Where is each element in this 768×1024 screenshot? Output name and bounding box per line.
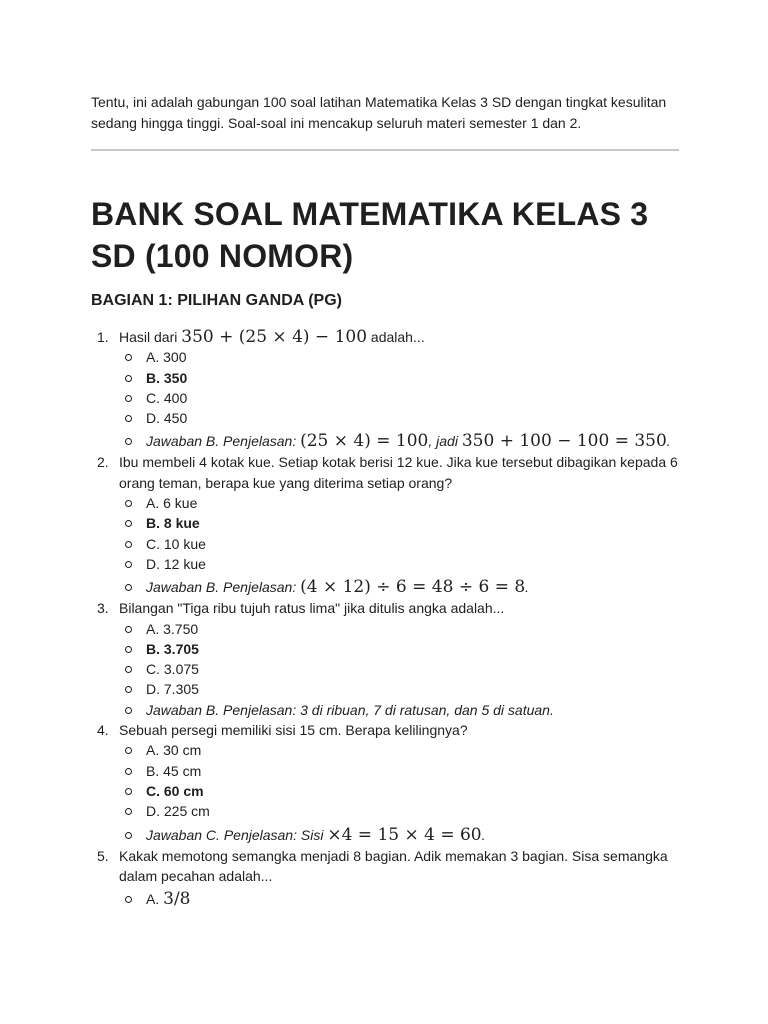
answer-explanation: Jawaban B. Penjelasan: (25 × 4) = 100, jadi 350 + 100 − 100 = 350. [119,428,679,452]
question-1 [91,327,679,452]
question-4 [91,720,679,845]
question-text: Kakak memotong semangka menjadi 8 bagian. Adik memakan 3 bagian. Sisa semangka dalam pecahan adalah... [119,847,668,884]
option-a: A. 300 [119,347,679,367]
option-list [119,886,679,910]
option-b-correct: B. 3.705 [119,639,679,659]
question-text: Bilangan "Tiga ribu tujuh ratus lima" jika ditulis angka adalah... [119,600,505,617]
option-c-correct: C. 60 cm [119,781,679,801]
option-b-correct: B. 8 kue [119,513,679,533]
option-a: A. 3.750 [119,619,679,639]
question-number: 1. [97,329,109,345]
option-list [119,619,679,720]
option-b-correct: B. 350 [119,368,679,388]
question-3 [91,598,679,720]
question-list [91,327,679,910]
question-text: Hasil dari 350 + (25 × 4) − 100 adalah... [119,327,425,347]
answer-explanation: Jawaban C. Penjelasan: Sisi ×4 = 15 × 4 = 60. [119,822,679,846]
question-number: 2. [97,454,109,471]
option-c: C. 400 [119,388,679,408]
section-heading: BAGIAN 1: PILIHAN GANDA (PG) [91,292,342,309]
math-expression: 350 + 100 − 100 = 350 [461,431,667,452]
question-number: 4. [97,722,109,739]
math-expression: 350 + (25 × 4) − 100 [181,327,368,347]
math-expression: 3/8 [163,889,191,910]
math-expression: (25 × 4) = 100 [300,431,429,452]
option-list [119,740,679,845]
option-a: A. 30 cm [119,740,679,760]
option-a: A. 6 kue [119,493,679,513]
option-c: C. 10 kue [119,534,679,554]
question-number: 5. [97,847,109,864]
page-title: BANK SOAL MATEMATIKA KELAS 3 SD (100 NOMOR) [91,196,649,274]
option-c: C. 3.075 [119,659,679,679]
answer-explanation: Jawaban B. Penjelasan: (4 × 12) ÷ 6 = 48 ÷ 6 = 8. [119,574,679,598]
option-d: D. 12 kue [119,554,679,574]
answer-explanation: Jawaban B. Penjelasan: 3 di ribuan, 7 di ratusan, dan 5 di satuan. [119,700,679,720]
intro-paragraph: Tentu, ini adalah gabungan 100 soal latihan Matematika Kelas 3 SD dengan tingkat kesulitan sedang hingga tinggi. Soal-soal ini mencakup seluruh materi semester 1 dan 2. [91,94,667,131]
question-text: Ibu membeli 4 kotak kue. Setiap kotak berisi 12 kue. Jika kue tersebut dibagikan kepada 6 orang teman, berapa kue yang diterima setiap orang? [119,454,678,491]
option-d: D. 225 cm [119,801,679,821]
option-d: D. 7.305 [119,679,679,699]
math-expression: (4 × 12) ÷ 6 = 48 ÷ 6 = 8 [300,577,526,598]
option-list [119,347,679,452]
option-b: B. 45 cm [119,761,679,781]
option-d: D. 450 [119,408,679,428]
horizontal-divider [91,149,679,151]
question-number: 3. [97,600,109,617]
question-2 [91,452,679,598]
question-5 [91,846,679,911]
math-expression: ×4 = 15 × 4 = 60 [327,824,482,845]
option-list [119,493,679,598]
option-a: A. 3/8 [119,886,679,910]
question-text: Sebuah persegi memiliki sisi 15 cm. Berapa kelilingnya? [119,722,468,739]
